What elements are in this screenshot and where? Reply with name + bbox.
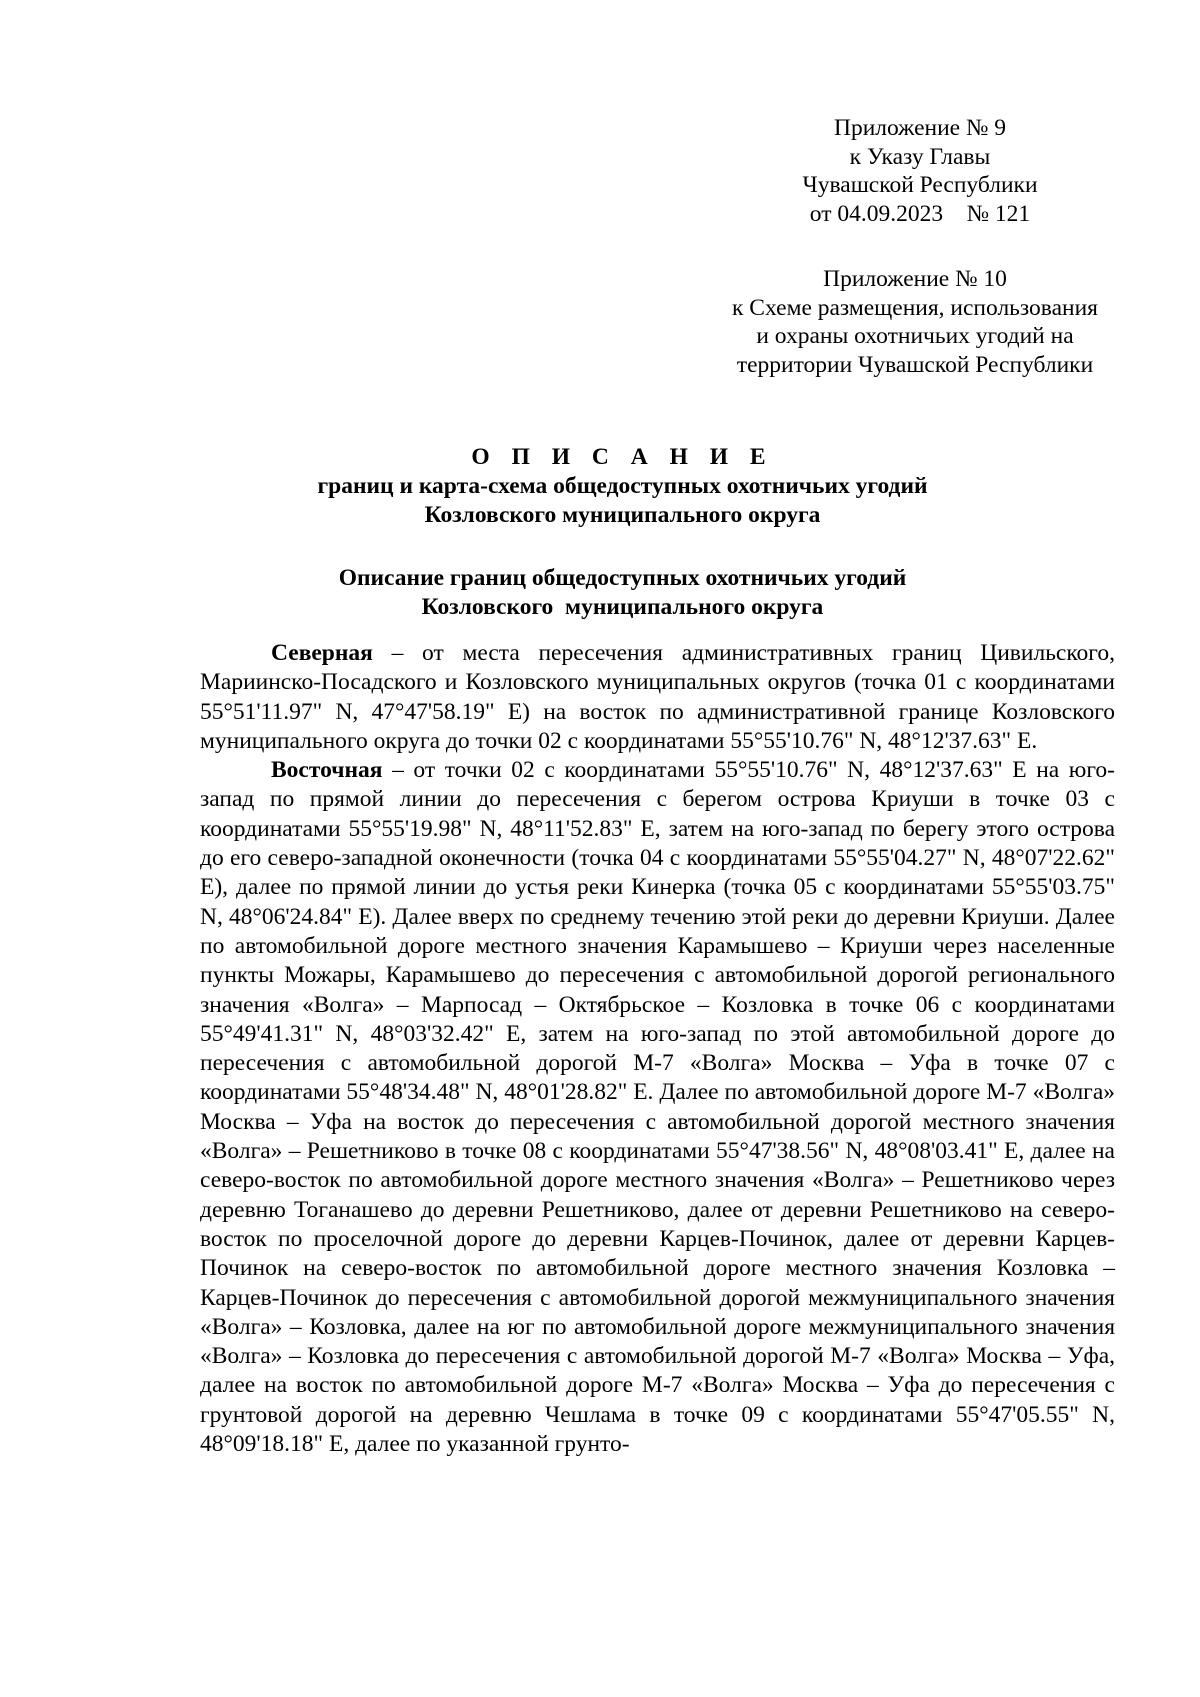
appendix-9-line-4: от 04.09.2023 № 121 <box>809 200 1031 227</box>
text-east: – от точки 02 с координатами 55°55'10.76" N, 48°12'37.63" E на юго-запад по прямой линии до пересечения с берегом острова Криуши в точке 03 с координатами 55°55'19.98" N, 48°11'52.83" E, затем на юго-запад по берегу этого острова до его северо-западной оконечности (точка 04 с координатами 55°55'04.27" N, 48°07'22.62" E), далее по прямой линии до устья реки Кинерка (точка 05 с координатами 55°55'03.75" N, 48°06'24.84" E). Далее вверх по среднему течению этой реки до деревни Криуши. Далее по автомобильной дороге местного значения Карамышево – Криуши через населенные пункты Можары, Карамышево до пересечения с автомобильной дорогой регионального значения «Волга» – Марпосад – Октябрьское – Козловка в точке 06 с координатами 55°49'41.31" N, 48°03'32.42" E, затем на юго-запад по этой автомобильной дороге до пересечения с автомобильной дорогой М-7 «Волга» Москва – Уфа в точке 07 с координатами 55°48'34.48" N, 48°01'28.82" E. Далее по автомобильной дороге М-7 «Волга» Москва – Уфа на восток до пересечения с автомобильной дорогой местного значения «Волга» – Решетниково в точке 08 с координатами 55°47'38.56" N, 48°08'03.41" E, далее на северо-восток по автомобильной дороге местного значения «Волга» – Решетниково через деревню Тоганашево до деревни Решетниково, далее от деревни Решетниково на северо-восток по проселочной дороге до деревни Карцев-Починок, далее от деревни Карцев-Починок на северо-восток по автомобильной дороге местного значения Козловка – Карцев-Починок до пересечения с автомобильной дорогой межмуниципального значения «Волга» – Козловка, далее на юг по автомобильной дороге межмуниципального значения «Волга» – Козловка до пересечения с автомобильной дорогой М-7 «Волга» Москва – Уфа, далее на восток по автомобильной дороге М-7 «Волга» Москва – Уфа до пересечения с грунтовой дорогой на деревню Чешлама в точке 09 с координатами 55°47'05.55" N, 48°09'18.18" E, далее по указанной грунто- <box>200 757 1115 1458</box>
paragraph-east <box>200 756 1115 1459</box>
appendix-10-line-1: Приложение № 10 <box>823 266 1007 292</box>
text-north: – от места пересечения административных границ Цивильского, Мариинско-Посадского и Козловского муниципальных округов (точка 01 с координатами 55°51'11.97" N, 47°47'58.19" E) на восток по административной границе Козловского муниципального округа до точки 02 с координатами 55°55'10.76" N, 48°12'37.63" E. <box>200 640 1115 754</box>
appendix-10-line-4: территории Чувашской Республики <box>736 351 1094 378</box>
appendix-9-block <box>720 114 1120 228</box>
heading-east: Восточная <box>271 757 383 784</box>
title-line-3: Козловского муниципального округа <box>424 502 821 528</box>
appendix-9-line-3: Чувашской Республики <box>802 172 1038 199</box>
section-subtitle <box>190 564 1055 622</box>
appendix-10-line-3: и охраны охотничьих угодий на <box>756 323 1074 350</box>
subtitle-line-2: Козловского муниципального округа <box>421 594 824 620</box>
title-line-2: границ и карта-схема общедоступных охотничьих угодий <box>317 473 928 499</box>
subtitle-line-1: Описание границ общедоступных охотничьих угодий <box>338 565 907 591</box>
appendix-10-block <box>650 265 1180 379</box>
appendix-10-line-2: к Схеме размещения, использования <box>732 294 1098 321</box>
title-word: О П И С А Н И Е <box>471 444 774 470</box>
paragraph-north <box>200 639 1115 756</box>
heading-north: Северная <box>271 640 373 666</box>
document-body <box>200 639 1115 1459</box>
appendix-9-line-1: Приложение № 9 <box>833 115 1007 141</box>
document-title <box>190 443 1055 530</box>
appendix-9-line-2: к Указу Главы <box>849 143 991 170</box>
